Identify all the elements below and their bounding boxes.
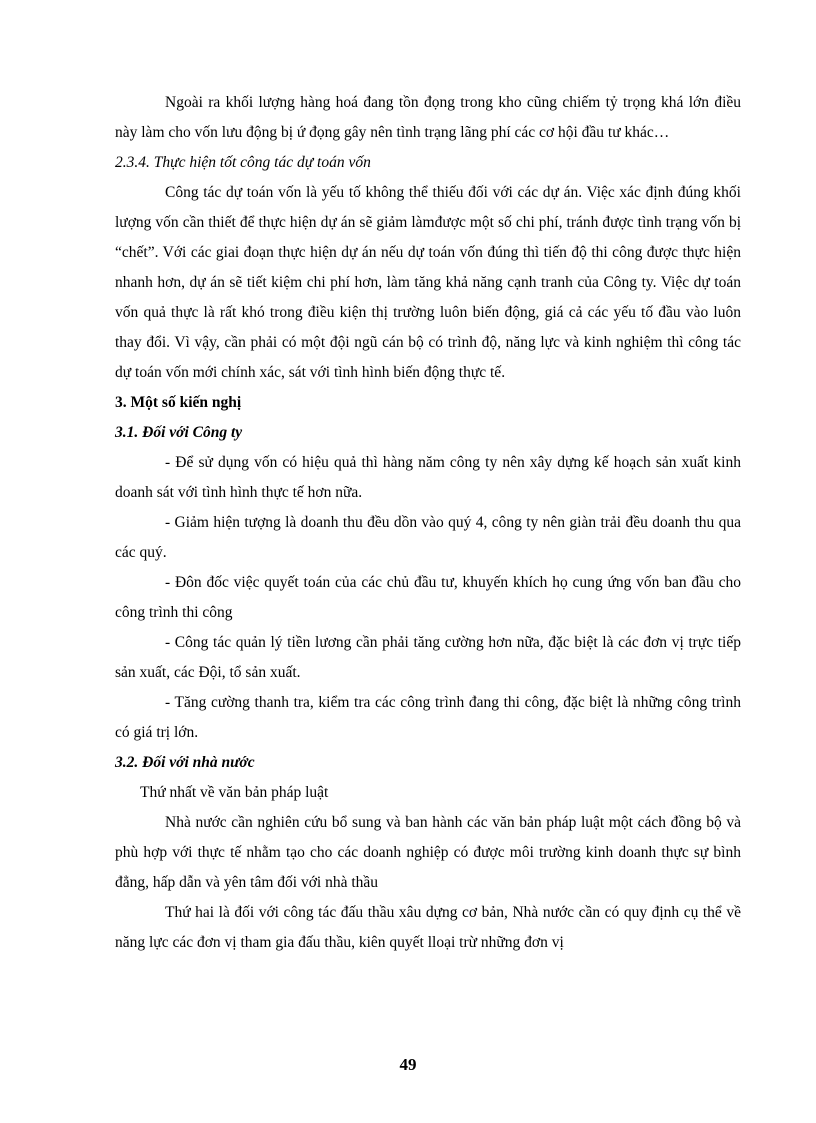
heading-2-3-4: 2.3.4. Thực hiện tốt công tác dự toán vốn — [115, 154, 371, 171]
paragraph-inventory: Ngoài ra khối lượng hàng hoá đang tồn đọng trong kho cũng chiếm tỷ trọng khá lớn điều này làm cho vốn lưu động bị ứ đọng gây nên tình trạng lãng phí các cơ hội đầu tư khác… — [115, 94, 741, 141]
paragraph-capital-estimate: Công tác dự toán vốn là yếu tố không thể thiếu đối với các dự án. Việc xác định đúng khối lượng vốn cần thiết để thực hiện dự án sẽ giảm làmđược một số chi phí, tránh được tình trạng vốn bị “chết”. Với các giai đoạn thực hiện dự án nếu dự toán vốn đúng thì tiến độ thi công được thực hiện nhanh hơn, dự án sẽ tiết kiệm chi phí hơn, làm tăng khả năng cạnh tranh của Công ty. Việc dự toán vốn quả thực là rất khó trong điều kiện thị trường luôn biến động, giá cả các yếu tố đầu vào luôn thay đổi. Vì vậy, cần phải có một đội ngũ cán bộ có trình độ, năng lực và kinh nghiệm thì công tác dự toán vốn mới chính xác, sát với tình hình biến động thực tế. — [115, 184, 741, 381]
page-content — [115, 88, 741, 958]
bullet-salary-management: - Công tác quản lý tiền lương cần phải tăng cường hơn nữa, đặc biệt là các đơn vị trực tiếp sản xuất, các Đội, tổ sản xuất. — [115, 634, 741, 681]
paragraph-legal-docs: Nhà nước cần nghiên cứu bổ sung và ban hành các văn bản pháp luật một cách đồng bộ và phù hợp với thực tế nhằm tạo cho các doanh nghiệp có được môi trường kinh doanh thực sự bình đẳng, hấp dẫn và yên tâm đối với nhà thầu — [115, 814, 741, 891]
paragraph-first-legal: Thứ nhất về văn bản pháp luật — [140, 784, 329, 801]
paragraph-second-bidding: Thứ hai là đối với công tác đấu thầu xâu dựng cơ bản, Nhà nước cần có quy định cụ thể về năng lực các đơn vị tham gia đấu thầu, kiên quyết lloại trừ những đơn vị — [115, 904, 741, 951]
heading-3-recommendations: 3. Một số kiến nghị — [115, 394, 242, 411]
heading-3-1-company: 3.1. Đối với Công ty — [115, 424, 243, 441]
heading-3-2-state: 3.2. Đối với nhà nước — [115, 754, 255, 771]
bullet-capital-plan: - Để sử dụng vốn có hiệu quả thì hàng năm công ty nên xây dựng kế hoạch sản xuất kinh doanh sát với tình hình thực tế hơn nữa. — [115, 454, 741, 501]
page-number: 49 — [399, 1055, 417, 1074]
bullet-revenue-spread: - Giảm hiện tượng là doanh thu đều dồn vào quý 4, công ty nên giàn trải đều doanh thu qua các quý. — [115, 514, 741, 561]
bullet-inspection: - Tăng cường thanh tra, kiểm tra các công trình đang thi công, đặc biệt là những công trình có giá trị lớn. — [115, 694, 741, 741]
bullet-settlement: - Đôn đốc việc quyết toán của các chủ đầu tư, khuyến khích họ cung ứng vốn ban đầu cho công trình thi công — [115, 574, 741, 621]
